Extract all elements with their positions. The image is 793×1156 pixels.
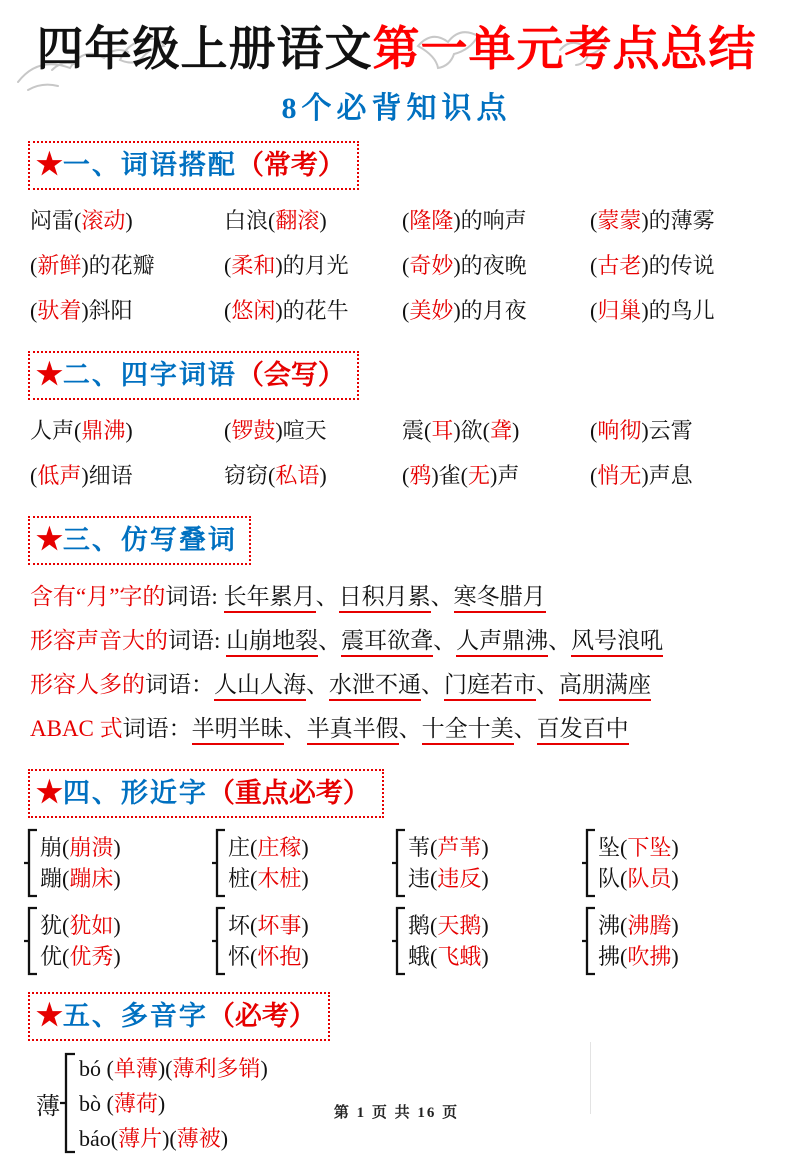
- word-pairing: (柔和)的月光: [224, 252, 349, 278]
- similar-char-group: [582, 828, 793, 898]
- section-3-header: [28, 516, 251, 565]
- similar-char-group: [212, 828, 392, 898]
- char-pair-line: 沸(沸腾): [598, 912, 679, 938]
- word-pairing: (驮着)斜阳: [30, 297, 133, 323]
- char-pair-line: 坠(下坠): [598, 834, 679, 860]
- section-2-note: （会写）: [236, 359, 345, 390]
- char-pair-line: 桩(木桩): [228, 865, 309, 891]
- page-title-black: 四年级上册语文: [36, 22, 373, 75]
- similar-char-group: [582, 906, 793, 976]
- star-icon: ★: [36, 357, 63, 391]
- polyphonic-character: 薄: [36, 1093, 60, 1120]
- section-2-four-char-words: [0, 408, 793, 498]
- bracket-icon: [24, 906, 38, 976]
- pronunciation-line: báo(薄片)(薄被): [79, 1125, 229, 1151]
- star-icon: ★: [36, 522, 63, 556]
- bracket-icon: [582, 828, 596, 898]
- four-char-word: (悄无)声息: [590, 462, 693, 488]
- four-char-word: (低声)细语: [30, 462, 133, 488]
- similar-char-group: [24, 828, 212, 898]
- char-pair-line: 坏(坏事): [228, 912, 309, 938]
- four-char-word: (锣鼓)喧天: [224, 417, 327, 443]
- star-icon: ★: [36, 998, 63, 1032]
- word-pairing: 白浪(翻滚): [224, 207, 327, 233]
- bracket-icon: [582, 906, 596, 976]
- page-title: [10, 20, 783, 79]
- similar-char-group: [392, 828, 582, 898]
- four-char-word: (鸦)雀(无)声: [402, 462, 520, 488]
- reduplication-line: 形容人多的词语：人山人海、水泄不通、门庭若市、高朋满座: [30, 665, 793, 709]
- bracket-icon: [212, 906, 226, 976]
- word-pairing: (美妙)的月夜: [402, 297, 527, 323]
- section-2-header: [28, 351, 359, 400]
- page-subtitle: 8个必背知识点: [281, 91, 512, 125]
- bracket-icon: [392, 906, 406, 976]
- section-4-title: 四、形近字: [62, 777, 208, 808]
- section-5-title: 五、多音字: [62, 1000, 208, 1031]
- word-pairing: (隆隆)的响声: [402, 207, 527, 233]
- section-1-word-pairings: [0, 198, 793, 333]
- char-pair-line: 鹅(天鹅): [408, 912, 489, 938]
- section-4-similar-char-groups: [0, 828, 793, 976]
- section-1-header: [28, 141, 359, 190]
- star-icon: ★: [36, 775, 63, 809]
- section-4-note: （重点必考）: [207, 777, 370, 808]
- worksheet-page: [0, 20, 793, 1151]
- word-pairing: 闷雷(滚动): [30, 207, 133, 233]
- char-pair-line: 拂(吹拂): [598, 943, 679, 969]
- reduplication-line: ABAC 式词语：半明半昧、半真半假、十全十美、百发百中: [30, 709, 793, 753]
- char-pair-line: 优(优秀): [40, 943, 121, 969]
- bracket-icon: [392, 828, 406, 898]
- char-pair-line: 崩(崩溃): [40, 834, 121, 860]
- char-pair-line: 苇(芦苇): [408, 834, 489, 860]
- section-3-title: 三、仿写叠词: [62, 524, 237, 555]
- word-pairing: (奇妙)的夜晚: [402, 252, 527, 278]
- char-pair-line: 队(队员): [598, 865, 679, 891]
- section-4-header: [28, 769, 384, 818]
- page-number: 第 1 页 共 16 页: [333, 1105, 460, 1121]
- word-pairing: (蒙蒙)的薄雾: [590, 207, 715, 233]
- section-3-reduplication-lines: [0, 577, 793, 753]
- char-pair-line: 庄(庄稼): [228, 834, 309, 860]
- word-pairing: (归巢)的鸟儿: [590, 297, 715, 323]
- section-5-note: （必考）: [207, 1000, 316, 1031]
- four-char-word: 震(耳)欲(聋): [402, 417, 520, 443]
- section-5-header: [28, 992, 330, 1041]
- section-1-note: （常考）: [236, 149, 345, 180]
- section-1-title: 一、词语搭配: [62, 149, 237, 180]
- similar-char-group: [392, 906, 582, 976]
- word-pairing: (悠闲)的花牛: [224, 297, 349, 323]
- star-icon: ★: [36, 147, 63, 181]
- reduplication-line: 形容声音大的词语: 山崩地裂、震耳欲聋、人声鼎沸、风号浪吼: [30, 621, 793, 665]
- char-pair-line: 蹦(蹦床): [40, 865, 121, 891]
- char-pair-line: 违(违反): [408, 865, 489, 891]
- four-char-word: 人声(鼎沸): [30, 417, 133, 443]
- char-pair-line: 怀(怀抱): [228, 943, 309, 969]
- word-pairing: (古老)的传说: [590, 252, 715, 278]
- bracket-icon: [24, 828, 38, 898]
- page-title-red: 第一单元考点总结: [372, 22, 757, 75]
- char-pair-line: 蛾(飞蛾): [408, 943, 489, 969]
- word-pairing: (新鲜)的花瓣: [30, 252, 155, 278]
- char-pair-line: 犹(犹如): [40, 912, 121, 938]
- similar-char-group: [212, 906, 392, 976]
- pronunciation-line: bó (单薄)(薄利多销): [79, 1055, 268, 1081]
- reduplication-line: 含有“月”字的词语: 长年累月、日积月累、寒冬腊月: [30, 577, 793, 621]
- four-char-word: (响彻)云霄: [590, 417, 693, 443]
- four-char-word: 窃窃(私语): [224, 462, 327, 488]
- bracket-icon: [212, 828, 226, 898]
- section-2-title: 二、四字词语: [62, 359, 237, 390]
- similar-char-group: [24, 906, 212, 976]
- pronunciation-line: bò (薄荷): [79, 1090, 166, 1116]
